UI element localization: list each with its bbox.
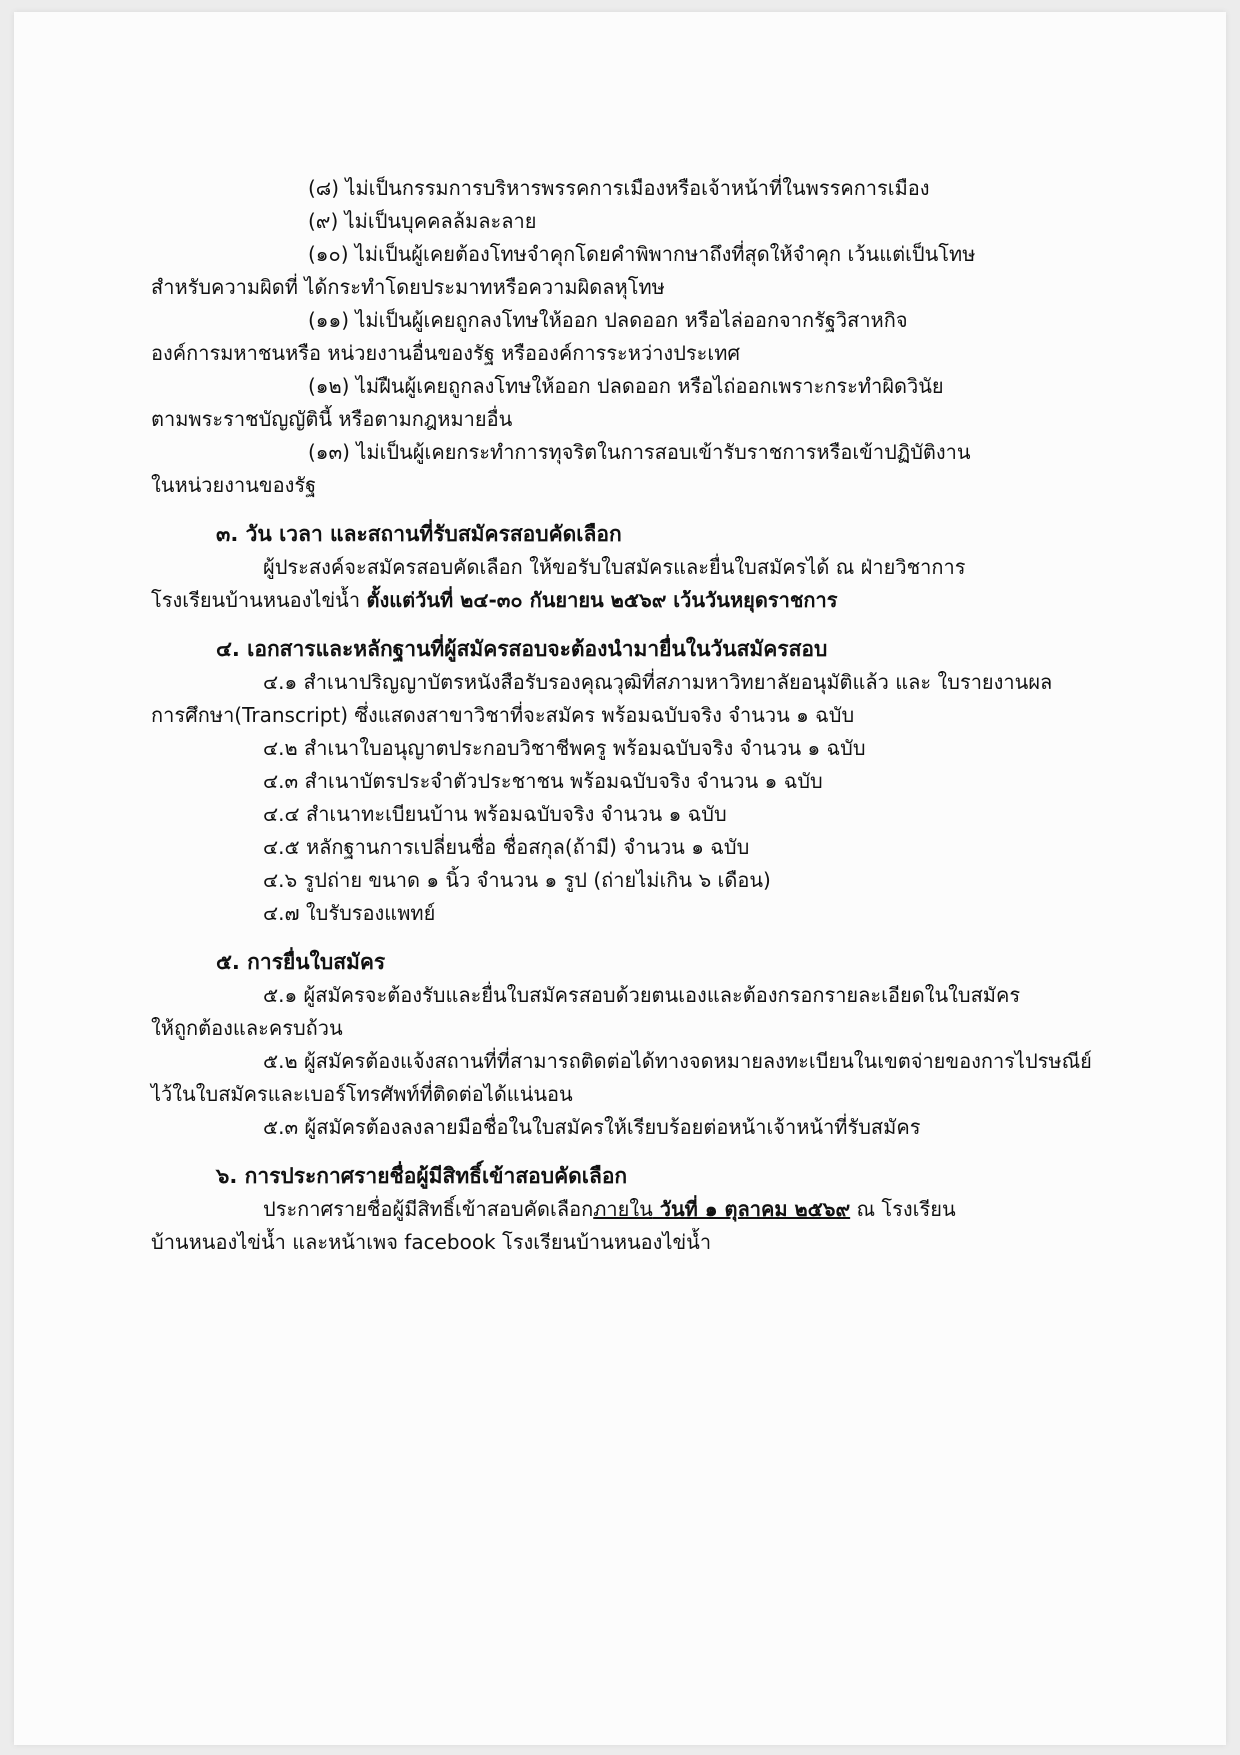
section-3-text-cont — [151, 584, 1111, 617]
section-6-heading: ๖. การประกาศรายชื่อผู้มีสิทธิ์เข้าสอบคัดเลือก — [216, 1164, 628, 1188]
application-dates: ตั้งแต่วันที่ ๒๔-๓๐ กันยายน ๒๕๖๙ เว้นวันหยุดราชการ — [366, 588, 838, 612]
announcement-text: ประกาศรายชื่อผู้มีสิทธิ์เข้าสอบคัดเลือก — [263, 1197, 594, 1221]
section-3-text: ผู้ประสงค์จะสมัครสอบคัดเลือก ให้ขอรับใบสมัครและยื่นใบสมัครได้ ณ ฝ่ายวิชาการ — [263, 555, 966, 579]
qualification-10-cont: สำหรับความผิดที่ ได้กระทำโดยประมาทหรือความผิดลหุโทษ — [151, 275, 665, 299]
announcement-date: วันที่ ๑ ตุลาคม ๒๕๖๙ — [652, 1197, 851, 1221]
qualification-8: (๘) ไม่เป็นกรรมการบริหารพรรคการเมืองหรือเจ้าหน้าที่ในพรรคการเมือง — [308, 176, 930, 200]
qualification-10: (๑๐) ไม่เป็นผู้เคยต้องโทษจำคุกโดยคำพิพากษาถึงที่สุดให้จำคุก เว้นแต่เป็นโทษ — [308, 242, 976, 266]
document-item-2: ๔.๒ สำเนาใบอนุญาตประกอบวิชาชีพครู พร้อมฉบับจริง จำนวน ๑ ฉบับ — [263, 736, 866, 760]
section-4-heading: ๔. เอกสารและหลักฐานที่ผู้สมัครสอบจะต้องนำมายื่นในวันสมัครสอบ — [216, 637, 828, 661]
qualification-12: (๑๒) ไม่ฝืนผู้เคยถูกลงโทษให้ออก ปลดออก หรือไถ่ออกเพราะกระทำผิดวินัย — [308, 374, 944, 398]
submission-item-2: ๕.๒ ผู้สมัครต้องแจ้งสถานที่ที่สามารถติดต่อได้ทางจดหมายลงทะเบียนในเขตจ่ายของการไปรษณีย์ — [263, 1049, 1092, 1073]
qualification-11-cont: องค์การมหาชนหรือ หน่วยงานอื่นของรัฐ หรือองค์การระหว่างประเทศ — [151, 341, 741, 365]
qualification-12-cont: ตามพระราชบัญญัตินี้ หรือตามกฎหมายอื่น — [151, 407, 513, 431]
document-item-1: ๔.๑ สำเนาปริญญาบัตรหนังสือรับรองคุณวุฒิที่สภามหาวิทยาลัยอนุมัติแล้ว และ ใบรายงานผล — [263, 670, 1053, 694]
qualification-9: (๙) ไม่เป็นบุคคลล้มละลาย — [308, 209, 537, 233]
qualification-13: (๑๓) ไม่เป็นผู้เคยกระทำการทุจริตในการสอบเข้ารับราชการหรือเข้าปฏิบัติงาน — [308, 440, 971, 464]
submission-item-1-cont: ให้ถูกต้องและครบถ้วน — [151, 1016, 343, 1040]
submission-item-1: ๕.๑ ผู้สมัครจะต้องรับและยื่นใบสมัครสอบด้วยตนเองและต้องกรอกรายละเอียดในใบสมัคร — [263, 983, 1021, 1007]
submission-item-3: ๕.๓ ผู้สมัครต้องลงลายมือชื่อในใบสมัครให้เรียบร้อยต่อหน้าเจ้าหน้าที่รับสมัคร — [263, 1115, 921, 1139]
school-name: โรงเรียนบ้านหนองไข่น้ำ — [151, 588, 367, 612]
document-item-3: ๔.๓ สำเนาบัตรประจำตัวประชาชน พร้อมฉบับจริง จำนวน ๑ ฉบับ — [263, 769, 823, 793]
submission-item-2-cont: ไว้ในใบสมัครและเบอร์โทรศัพท์ที่ติดต่อได้แน่นอน — [151, 1082, 573, 1106]
announcement-within: ภายใน — [593, 1197, 653, 1221]
document-page — [14, 12, 1226, 1745]
section-6-text — [151, 1193, 1111, 1226]
document-item-7: ๔.๗ ใบรับรองแพทย์ — [263, 901, 436, 925]
section-3-heading: ๓. วัน เวลา และสถานที่รับสมัครสอบคัดเลือก — [216, 522, 622, 546]
section-5-heading: ๕. การยื่นใบสมัคร — [216, 950, 386, 974]
section-6-text-cont: บ้านหนองไข่น้ำ และหน้าเพจ facebook โรงเรียนบ้านหนองไข่น้ำ — [151, 1230, 712, 1254]
document-item-5: ๔.๕ หลักฐานการเปลี่ยนชื่อ ชื่อสกุล(ถ้ามี) จำนวน ๑ ฉบับ — [263, 835, 750, 859]
qualification-13-cont: ในหน่วยงานของรัฐ — [151, 473, 317, 497]
document-item-1-cont: การศึกษา(Transcript) ซึ่งแสดงสาขาวิชาที่จะสมัคร พร้อมฉบับจริง จำนวน ๑ ฉบับ — [151, 703, 855, 727]
document-item-6: ๔.๖ รูปถ่าย ขนาด ๑ นิ้ว จำนวน ๑ รูป (ถ่ายไม่เกิน ๖ เดือน) — [263, 868, 771, 892]
qualification-11: (๑๑) ไม่เป็นผู้เคยถูกลงโทษให้ออก ปลดออก หรือไล่ออกจากรัฐวิสาหกิจ — [308, 308, 908, 332]
announcement-location: ณ โรงเรียน — [850, 1197, 956, 1221]
document-item-4: ๔.๔ สำเนาทะเบียนบ้าน พร้อมฉบับจริง จำนวน ๑ ฉบับ — [263, 802, 727, 826]
document-body — [151, 172, 1111, 1259]
